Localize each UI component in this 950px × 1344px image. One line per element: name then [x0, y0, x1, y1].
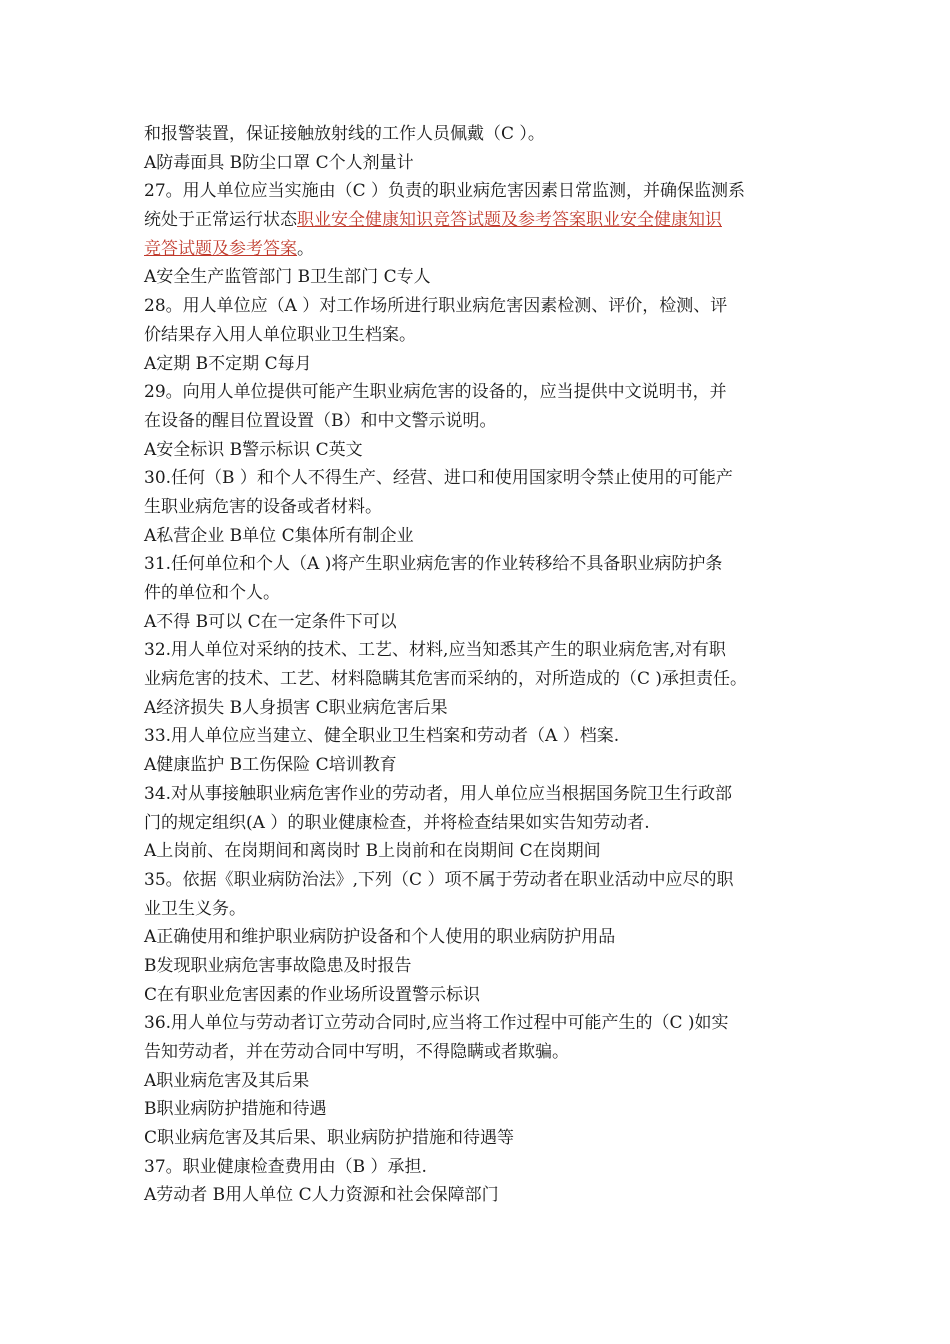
line-text: 31.任何单位和个人（A )将产生职业病危害的作业转移给不具备职业病防护条 [144, 554, 723, 575]
text-line [144, 263, 824, 292]
text-line [144, 895, 824, 924]
text-line [144, 1067, 824, 1096]
line-text: A劳动者 B用人单位 C人力资源和社会保障部门 [144, 1185, 499, 1206]
text-line [144, 694, 824, 723]
line-text: C在有职业危害因素的作业场所设置警示标识 [144, 984, 481, 1005]
text-line [144, 837, 824, 866]
line-text: 生职业病危害的设备或者材料。 [144, 496, 382, 517]
line-text: 业病危害的技术、工艺、材料隐瞒其危害而采纳的，对所造成的（C )承担责任。 [144, 669, 748, 690]
line-text: 29。向用人单位提供可能产生职业病危害的设备的，应当提供中文说明书，并 [144, 382, 727, 403]
line-text: C职业病危害及其后果、职业病防护措施和待遇等 [144, 1128, 515, 1149]
line-text: 28。用人单位应（A ）对工作场所进行职业病危害因素检测、评价，检测、评 [144, 296, 728, 317]
line-text: A私营企业 B单位 C集体所有制企业 [144, 525, 414, 546]
text-line [144, 751, 824, 780]
text-line [144, 235, 824, 264]
text-line [144, 1009, 824, 1038]
line-text: A职业病危害及其后果 [144, 1070, 310, 1091]
document-body [144, 120, 824, 1210]
line-text: B发现职业病危害事故隐患及时报告 [144, 955, 412, 976]
text-line [144, 378, 824, 407]
text-line [144, 321, 824, 350]
line-text: 统处于正常运行状态 [144, 210, 297, 231]
text-line [144, 464, 824, 493]
line-text: A上岗前、在岗期间和离岗时 B上岗前和在岗期间 C在岗期间 [144, 841, 601, 862]
text-line [144, 952, 824, 981]
document-title-link[interactable]: 职业安全健康知识竞答试题及参考答案职业安全健康知识 [297, 210, 722, 231]
line-text: 32.用人单位对采纳的技术、工艺、材料,应当知悉其产生的职业病危害,对有职 [144, 640, 726, 661]
line-text: 在设备的醒目位置设置（B）和中文警示说明。 [144, 410, 497, 431]
line-text: A防毒面具 B防尘口罩 C个人剂量计 [144, 152, 414, 173]
line-text: 27。用人单位应当实施由（C ）负责的职业病危害因素日常监测，并确保监测系 [144, 181, 746, 202]
text-line [144, 177, 824, 206]
line-text: A安全生产监管部门 B卫生部门 C专人 [144, 267, 431, 288]
line-text: 37。职业健康检查费用由（B ）承担. [144, 1156, 427, 1177]
line-text: 件的单位和个人。 [144, 583, 280, 603]
document-title-link[interactable]: 竞答试题及参考答案 [144, 238, 297, 259]
text-line [144, 1181, 824, 1210]
line-text: 36.用人单位与劳动者订立劳动合同时,应当将工作过程中可能产生的（C )如实 [144, 1013, 729, 1034]
text-line [144, 1153, 824, 1182]
line-text-suffix: 。 [297, 238, 314, 259]
line-text: A安全标识 B警示标识 C英文 [144, 439, 363, 460]
text-line [144, 550, 824, 579]
text-line [144, 722, 824, 751]
text-line [144, 579, 824, 608]
text-line [144, 665, 824, 694]
text-line [144, 149, 824, 178]
text-line [144, 350, 824, 379]
line-text: 33.用人单位应当建立、健全职业卫生档案和劳动者（A ）档案. [144, 726, 620, 747]
line-text: 35。依据《职业病防治法》,下列（C ）项不属于劳动者在职业活动中应尽的职 [144, 869, 734, 890]
text-line [144, 809, 824, 838]
text-line [144, 436, 824, 465]
text-line [144, 1124, 824, 1153]
line-text: 34.对从事接触职业病危害作业的劳动者，用人单位应当根据国务院卫生行政部 [144, 783, 733, 804]
line-text: 和报警装置，保证接触放射线的工作人员佩戴（C ）。 [144, 124, 545, 144]
text-line [144, 780, 824, 809]
text-line [144, 206, 824, 235]
line-text: 告知劳动者，并在劳动合同中写明，不得隐瞒或者欺骗。 [144, 1042, 569, 1062]
text-line [144, 292, 824, 321]
line-text: 价结果存入用人单位职业卫生档案。 [144, 324, 416, 345]
line-text: A不得 B可以 C在一定条件下可以 [144, 611, 397, 632]
text-line [144, 608, 824, 637]
line-text: A健康监护 B工伤保险 C培训教育 [144, 755, 397, 776]
text-line [144, 1038, 824, 1067]
text-line [144, 923, 824, 952]
text-line [144, 407, 824, 436]
line-text: A定期 B不定期 C每月 [144, 353, 312, 374]
text-line [144, 636, 824, 665]
text-line [144, 120, 824, 149]
line-text: A正确使用和维护职业病防护设备和个人使用的职业病防护用品 [144, 927, 616, 948]
line-text: 业卫生义务。 [144, 898, 246, 919]
text-line [144, 1095, 824, 1124]
text-line [144, 493, 824, 522]
line-text: 门的规定组织(A ）的职业健康检查，并将检查结果如实告知劳动者. [144, 812, 650, 833]
line-text: 30.任何（B ）和个人不得生产、经营、进口和使用国家明令禁止使用的可能产 [144, 468, 733, 489]
line-text: A经济损失 B人身损害 C职业病危害后果 [144, 697, 448, 718]
text-line [144, 522, 824, 551]
text-line [144, 981, 824, 1010]
line-text: B职业病防护措施和待遇 [144, 1099, 327, 1120]
text-line [144, 866, 824, 895]
